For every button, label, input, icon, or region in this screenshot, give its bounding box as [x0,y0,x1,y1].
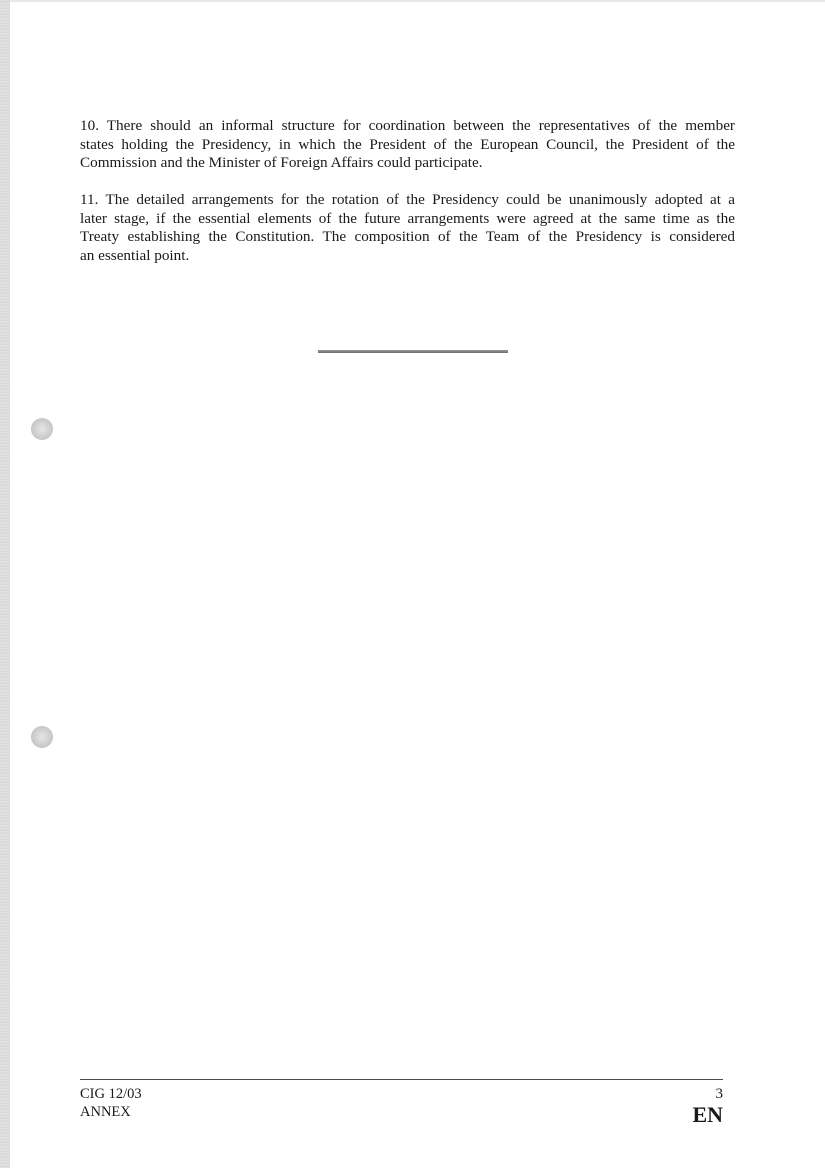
scan-edge-left [0,0,10,1168]
punch-hole-upper [31,418,53,440]
footer-rule [80,1079,723,1080]
document-reference: CIG 12/03 [80,1086,142,1102]
paragraph-10 [80,117,735,173]
footer-left [80,1085,142,1121]
end-of-text-rule [318,350,508,353]
paragraph-10-line-1: 10. There should an informal structure for coordination between the representatives of the member [80,117,735,134]
paragraph-11 [80,191,735,265]
language-code: EN [692,1102,723,1127]
annex-label: ANNEX [80,1104,131,1120]
page-number: 3 [715,1086,723,1102]
footer-right [692,1085,723,1127]
paragraph-10-line-3: Commission and the Minister of Foreign Affairs could participate. [80,154,483,171]
paragraph-11-line-2: later stage, if the essential elements of the future arrangements were agreed at the same time as the [80,209,735,227]
paragraph-11-line-3: Treaty establishing the Constitution. The composition of the Team of the Presidency is considered [80,228,735,245]
punch-hole-lower [31,726,53,748]
paragraph-10-line-2: states holding the Presidency, in which the President of the European Council, the President of the [80,135,735,153]
paragraph-11-line-1: 11. The detailed arrangements for the rotation of the Presidency could be unanimously adopted at a [80,191,735,208]
paragraph-11-line-4: an essential point. [80,246,190,264]
scan-edge-top [0,0,825,2]
